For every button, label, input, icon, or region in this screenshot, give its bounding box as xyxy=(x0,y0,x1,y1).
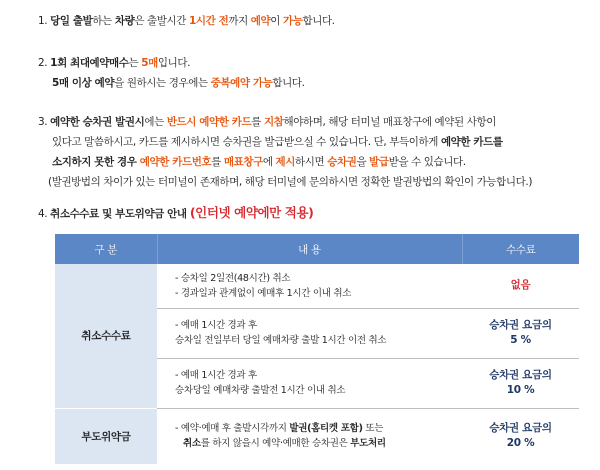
fee-table xyxy=(55,234,579,465)
notice-item-2 xyxy=(38,53,598,93)
text-orange: 예약 xyxy=(250,15,271,27)
description-cell xyxy=(157,408,462,464)
text-bold: 취소 xyxy=(183,438,201,450)
item-number: 3. xyxy=(38,116,48,128)
text: 에는 xyxy=(144,116,167,128)
text-orange: 중복예약 가능 xyxy=(210,77,273,89)
fee-cell xyxy=(462,308,579,358)
text-bold: 소지하지 못한 경우 xyxy=(52,156,140,168)
notice-item-1 xyxy=(38,11,598,31)
text: 또는 xyxy=(362,423,384,435)
category-cell: 취소수수료 xyxy=(55,264,157,408)
text: - 예약·예매 후 출발시각까지 xyxy=(175,423,290,435)
text: 를 xyxy=(251,116,264,128)
text-bold: 5매 이상 예약 xyxy=(52,77,115,89)
text-bold: 당일 출발 xyxy=(50,15,93,27)
text: 에 xyxy=(262,156,276,168)
text: 를 하지 않을시 예약·예매한 승차권은 xyxy=(200,438,351,450)
description-line: - 예매 1시간 경과 후 xyxy=(175,320,257,331)
text: 은 출발시간 xyxy=(134,15,189,27)
description-line: - 승차일 2일전(48시간) 취소 xyxy=(175,272,291,284)
text-orange: 매표창구 xyxy=(223,156,263,168)
text-bold: 차량 xyxy=(114,15,135,27)
text: 받을 수 있습니다. xyxy=(388,156,466,168)
fee-label: 승차권 요금의 xyxy=(489,319,552,331)
section-title-highlight: (인터넷 예약에만 적용) xyxy=(189,205,314,220)
description-line xyxy=(175,421,461,436)
description-cell xyxy=(157,264,462,308)
section-title: 취소수수료 및 부도위약금 안내 xyxy=(50,208,190,220)
description-cell xyxy=(157,308,462,358)
description-line: - 예매 1시간 경과 후 xyxy=(175,370,257,381)
description-cell xyxy=(157,358,462,408)
column-header: 수수료 xyxy=(462,234,579,264)
text: 는 xyxy=(128,57,142,69)
notice-item-3 xyxy=(38,112,598,192)
description-line: 승차일 전일부터 당일 예매차량 출발 1시간 이전 취소 xyxy=(175,335,387,346)
text-orange: 발급 xyxy=(369,156,389,168)
item-number: 1. xyxy=(38,15,48,27)
description-line: 승차당일 예매차량 출발전 1시간 이내 취소 xyxy=(175,385,346,396)
text-bold: 발권(홈티켓 포함) xyxy=(289,423,363,435)
fee-cell xyxy=(462,264,579,308)
text: 합니다. xyxy=(302,15,335,27)
text-bold: 예약한 카드를 xyxy=(440,136,503,148)
category-cell: 부도위약금 xyxy=(55,408,157,464)
table-row xyxy=(55,408,579,464)
item-number: 2. xyxy=(38,57,48,69)
text-bold: 예약한 승차권 발권시 xyxy=(50,116,145,128)
fee-label: 승차권 요금의 xyxy=(489,369,552,381)
fee-percent: 20 % xyxy=(506,437,535,450)
text-orange: 승차권 xyxy=(327,156,357,168)
text: 까지 xyxy=(228,15,251,27)
notice-item-4 xyxy=(38,203,598,224)
description-line xyxy=(175,436,461,451)
fee-cell xyxy=(462,358,579,408)
text: 를 xyxy=(211,156,224,168)
text-orange: 반드시 예약한 카드 xyxy=(166,116,252,128)
item-number: 4. xyxy=(38,208,48,220)
text: 입니다. xyxy=(157,57,191,69)
text-orange: 1시간 전 xyxy=(188,15,229,27)
text-orange: 5매 xyxy=(141,57,158,69)
fee-percent: 10 % xyxy=(506,384,535,396)
text-orange: 가능 xyxy=(282,15,303,27)
table-row xyxy=(55,264,579,308)
description-line: - 경과일과 관계없이 예매후 1시간 이내 취소 xyxy=(175,287,352,299)
text-orange: 제시 xyxy=(275,156,296,168)
fee-label: 승차권 요금의 xyxy=(489,422,552,435)
text-orange: 지참 xyxy=(263,116,284,128)
text-bold: 1회 최대예약매수 xyxy=(50,57,129,69)
column-header: 내 용 xyxy=(157,234,462,264)
text: (발권방법의 차이가 있는 터미널이 존재하며, 해당 터미널에 문의하시면 정확한 발권방법의 확인이 가능합니다.) xyxy=(48,176,533,188)
text: 하는 xyxy=(92,15,115,27)
table-header-row xyxy=(55,234,579,264)
text: 합니다. xyxy=(272,77,305,89)
text: 있다고 말씀하시고, 카드를 제시하시면 승차권을 발급받으실 수 있습니다. 단, 부득이하게 xyxy=(52,136,441,148)
text: 을 xyxy=(356,156,370,168)
text-orange: 예약한 카드번호 xyxy=(139,156,212,168)
column-header: 구 분 xyxy=(55,234,157,264)
fee-percent: 5 % xyxy=(510,334,531,346)
text: 하시면 xyxy=(295,156,328,168)
text-bold: 부도처리 xyxy=(350,438,386,450)
text: 이 xyxy=(270,15,283,27)
text: 해야하며, 해당 터미널 매표창구에 예약된 사항이 xyxy=(283,116,496,128)
text: 을 원하시는 경우에는 xyxy=(114,77,211,89)
fee-value: 없음 xyxy=(510,279,531,292)
fee-cell xyxy=(462,408,579,464)
